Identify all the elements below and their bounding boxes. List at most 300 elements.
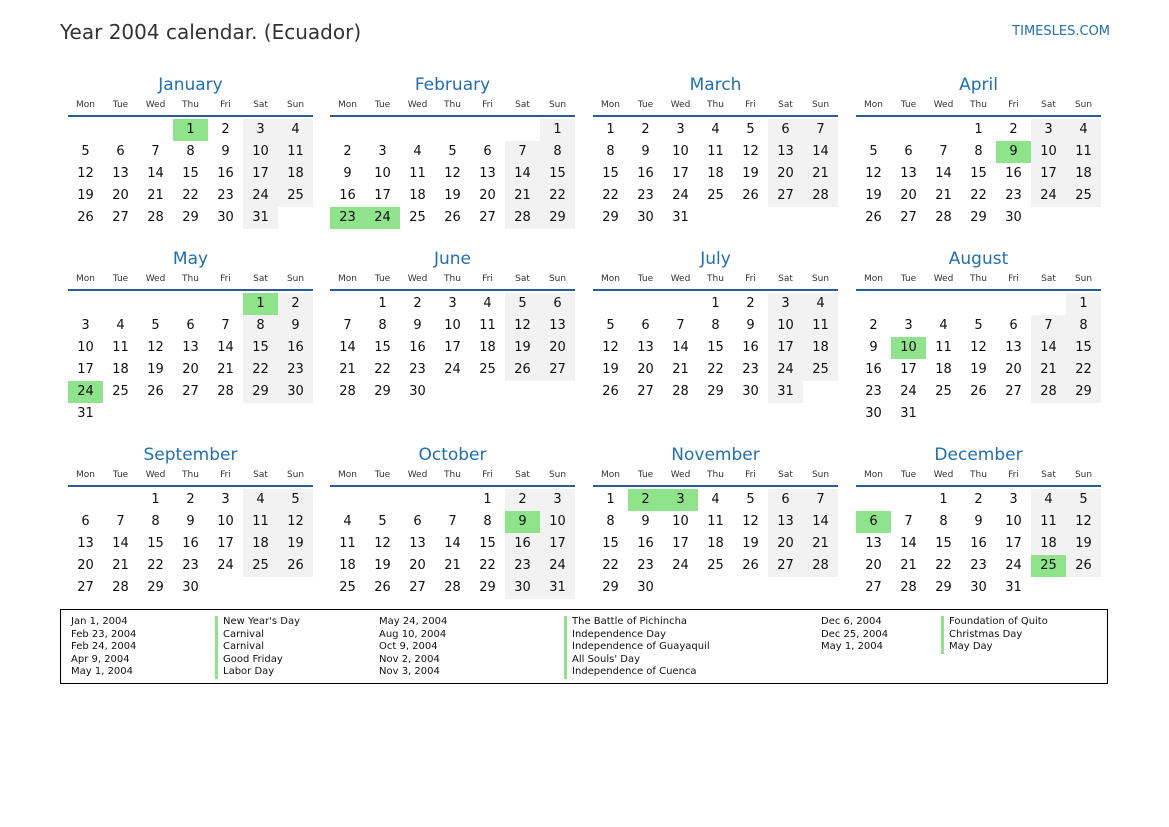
day-cell: 16 xyxy=(637,536,654,551)
weekday-label: Sun xyxy=(286,99,305,110)
weekday-label: Thu xyxy=(444,469,461,480)
day-cell: 16 xyxy=(505,533,540,555)
empty-day-cell xyxy=(330,489,365,511)
day-cell: 21 xyxy=(339,362,356,377)
day-cell: 10 xyxy=(672,514,689,529)
empty-day-cell xyxy=(961,293,996,315)
week-row xyxy=(68,207,313,229)
week-row xyxy=(593,489,838,511)
empty-day-cell xyxy=(278,403,313,425)
day-cell: 19 xyxy=(505,337,540,359)
week-row xyxy=(593,337,838,359)
empty-day-cell xyxy=(803,577,838,599)
week-row xyxy=(593,315,838,337)
day-cell: 30 xyxy=(409,384,426,399)
day-cell: 4 xyxy=(343,514,352,529)
day-cell: 27 xyxy=(540,359,575,381)
weekday-label: Sun xyxy=(811,469,830,480)
empty-day-cell xyxy=(103,293,138,315)
day-cell: 30 xyxy=(217,210,234,225)
weekday-label: Wed xyxy=(933,469,954,480)
empty-day-cell xyxy=(540,381,575,403)
day-cell: 8 xyxy=(540,141,575,163)
week-row xyxy=(68,163,313,185)
day-cell: 17 xyxy=(374,188,391,203)
weekday-label: Mon xyxy=(864,273,883,284)
day-cell: 8 xyxy=(483,514,492,529)
week-row xyxy=(856,163,1101,185)
weekday-header xyxy=(856,466,1101,487)
day-cell: 26 xyxy=(970,384,987,399)
day-cell: 26 xyxy=(77,210,94,225)
day-cell: 17 xyxy=(900,362,917,377)
day-cell: 11 xyxy=(1031,511,1066,533)
day-cell: 22 xyxy=(182,188,199,203)
day-cell: 7 xyxy=(116,514,125,529)
weekday-label: Sun xyxy=(1074,273,1093,284)
month-december xyxy=(856,444,1101,599)
day-cell: 4 xyxy=(1066,119,1101,141)
day-cell: 20 xyxy=(768,163,803,185)
day-cell: 30 xyxy=(970,580,987,595)
weekday-header xyxy=(68,466,313,487)
week-row xyxy=(330,293,575,315)
day-cell: 27 xyxy=(479,210,496,225)
day-cell: 13 xyxy=(112,166,129,181)
day-cell: 2 xyxy=(746,296,755,311)
day-cell: 5 xyxy=(746,492,755,507)
day-cell: 6 xyxy=(186,318,195,333)
day-cell: 24 xyxy=(217,558,234,573)
weekday-label: Sat xyxy=(778,469,793,480)
legend-names xyxy=(215,616,300,679)
day-cell: 8 xyxy=(974,144,983,159)
weekday-header xyxy=(856,96,1101,117)
weekday-label: Sat xyxy=(1041,273,1056,284)
empty-day-cell xyxy=(663,577,698,599)
week-row xyxy=(68,119,313,141)
day-cell: 6 xyxy=(483,144,492,159)
empty-day-cell xyxy=(768,577,803,599)
week-row xyxy=(593,577,838,599)
day-cell: 21 xyxy=(935,188,952,203)
weekday-header xyxy=(593,270,838,291)
weekday-label: Tue xyxy=(900,273,917,284)
day-cell: 24 xyxy=(1031,185,1066,207)
week-row xyxy=(330,489,575,511)
day-cell: 21 xyxy=(672,362,689,377)
empty-day-cell xyxy=(470,119,505,141)
holiday-name: Independence of Guayaquil xyxy=(564,641,710,654)
day-cell: 12 xyxy=(742,514,759,529)
day-cell: 22 xyxy=(935,558,952,573)
day-cell: 16 xyxy=(970,536,987,551)
day-cell: 18 xyxy=(707,536,724,551)
day-cell: 15 xyxy=(540,163,575,185)
empty-day-cell xyxy=(1031,577,1066,599)
empty-day-cell xyxy=(1031,403,1066,425)
week-row xyxy=(856,141,1101,163)
day-cell: 2 xyxy=(343,144,352,159)
day-cell: 4 xyxy=(711,492,720,507)
day-cell: 15 xyxy=(374,340,391,355)
day-cell: 1 xyxy=(974,122,983,137)
day-cell: 18 xyxy=(112,362,129,377)
day-cell: 22 xyxy=(243,359,278,381)
day-cell: 20 xyxy=(540,337,575,359)
weekday-label: Wed xyxy=(407,99,428,110)
empty-day-cell xyxy=(330,119,365,141)
empty-day-cell xyxy=(1066,403,1101,425)
day-cell: 17 xyxy=(243,163,278,185)
day-cell: 22 xyxy=(147,558,164,573)
day-cell: 3 xyxy=(663,489,698,511)
day-cell: 25 xyxy=(339,580,356,595)
day-cell: 4 xyxy=(1031,489,1066,511)
weekday-label: Thu xyxy=(182,99,199,110)
day-cell: 14 xyxy=(505,163,540,185)
day-cell: 19 xyxy=(742,166,759,181)
day-cell: 27 xyxy=(768,555,803,577)
weekday-label: Thu xyxy=(970,469,987,480)
day-cell: 11 xyxy=(409,166,426,181)
day-cell: 4 xyxy=(243,489,278,511)
empty-day-cell xyxy=(330,293,365,315)
holiday-name: Independence Day xyxy=(564,629,710,642)
day-cell: 16 xyxy=(865,362,882,377)
day-cell: 3 xyxy=(1009,492,1018,507)
day-cell: 24 xyxy=(768,359,803,381)
day-cell: 11 xyxy=(1066,141,1101,163)
day-cell: 21 xyxy=(112,558,129,573)
day-cell: 9 xyxy=(641,514,650,529)
day-cell: 22 xyxy=(602,558,619,573)
day-cell: 6 xyxy=(81,514,90,529)
week-row xyxy=(593,359,838,381)
week-row xyxy=(330,163,575,185)
weekday-label: Fri xyxy=(482,273,493,284)
day-cell: 10 xyxy=(374,166,391,181)
day-cell: 16 xyxy=(339,188,356,203)
day-cell: 3 xyxy=(1031,119,1066,141)
day-cell: 23 xyxy=(278,359,313,381)
day-cell: 29 xyxy=(602,210,619,225)
day-cell: 29 xyxy=(147,580,164,595)
weekday-label: Sun xyxy=(286,469,305,480)
day-cell: 8 xyxy=(606,514,615,529)
empty-day-cell xyxy=(103,403,138,425)
empty-day-cell xyxy=(138,119,173,141)
day-cell: 13 xyxy=(900,166,917,181)
day-cell: 16 xyxy=(409,340,426,355)
day-cell: 7 xyxy=(803,489,838,511)
weekday-label: Mon xyxy=(76,469,95,480)
day-cell: 29 xyxy=(374,384,391,399)
holiday-name: Independence of Cuenca xyxy=(564,666,710,679)
week-row xyxy=(856,207,1101,229)
day-cell: 18 xyxy=(479,340,496,355)
weekday-label: Sat xyxy=(1041,469,1056,480)
day-cell: 11 xyxy=(112,340,129,355)
day-cell: 23 xyxy=(217,188,234,203)
day-cell: 28 xyxy=(339,384,356,399)
day-cell: 12 xyxy=(865,166,882,181)
day-cell: 2 xyxy=(186,492,195,507)
day-cell: 11 xyxy=(243,511,278,533)
month-name: September xyxy=(143,445,238,465)
weekday-label: Tue xyxy=(637,99,654,110)
legend-dates xyxy=(821,616,888,654)
day-cell: 3 xyxy=(768,293,803,315)
day-cell: 4 xyxy=(278,119,313,141)
empty-day-cell xyxy=(243,577,278,599)
week-row xyxy=(68,359,313,381)
day-cell: 21 xyxy=(147,188,164,203)
day-cell: 6 xyxy=(1009,318,1018,333)
week-row xyxy=(593,207,838,229)
empty-day-cell xyxy=(926,293,961,315)
day-cell: 27 xyxy=(77,580,94,595)
week-row xyxy=(856,293,1101,315)
week-row xyxy=(593,533,838,555)
day-cell: 26 xyxy=(374,580,391,595)
empty-day-cell xyxy=(138,403,173,425)
week-row xyxy=(856,381,1101,403)
empty-day-cell xyxy=(926,119,961,141)
day-cell: 25 xyxy=(112,384,129,399)
week-row xyxy=(856,185,1101,207)
day-cell: 10 xyxy=(77,340,94,355)
empty-day-cell xyxy=(1031,207,1066,229)
day-cell: 22 xyxy=(602,188,619,203)
weekday-label: Mon xyxy=(338,469,357,480)
day-cell: 15 xyxy=(602,536,619,551)
day-cell: 28 xyxy=(217,384,234,399)
month-name: October xyxy=(418,445,487,465)
weekday-label: Mon xyxy=(601,469,620,480)
day-cell: 29 xyxy=(479,580,496,595)
empty-day-cell xyxy=(435,381,470,403)
empty-day-cell xyxy=(103,489,138,511)
month-name: April xyxy=(959,75,998,95)
day-cell: 11 xyxy=(707,514,724,529)
day-cell: 13 xyxy=(768,511,803,533)
day-cell: 21 xyxy=(505,185,540,207)
month-september xyxy=(68,444,313,599)
day-cell: 6 xyxy=(116,144,125,159)
day-cell: 10 xyxy=(672,144,689,159)
weekday-label: Sun xyxy=(811,273,830,284)
day-cell: 14 xyxy=(900,536,917,551)
week-row xyxy=(856,555,1101,577)
month-name: August xyxy=(948,249,1009,269)
weekday-label: Fri xyxy=(220,99,231,110)
month-november xyxy=(593,444,838,599)
day-cell: 3 xyxy=(243,119,278,141)
day-cell: 20 xyxy=(479,188,496,203)
weekday-label: Sat xyxy=(253,273,268,284)
day-cell: 8 xyxy=(1066,315,1101,337)
holiday-name: The Battle of Pichincha xyxy=(564,616,710,629)
empty-day-cell xyxy=(803,381,838,403)
day-cell: 9 xyxy=(278,315,313,337)
day-cell: 1 xyxy=(151,492,160,507)
weekday-label: Mon xyxy=(76,99,95,110)
empty-day-cell xyxy=(208,403,243,425)
day-cell: 5 xyxy=(378,514,387,529)
day-cell: 17 xyxy=(768,337,803,359)
day-cell: 5 xyxy=(151,318,160,333)
day-cell: 8 xyxy=(606,144,615,159)
day-cell: 26 xyxy=(742,188,759,203)
day-cell: 3 xyxy=(221,492,230,507)
day-cell: 11 xyxy=(935,340,952,355)
weekday-label: Sun xyxy=(1074,469,1093,480)
week-row xyxy=(68,293,313,315)
day-cell: 13 xyxy=(540,315,575,337)
day-cell: 22 xyxy=(970,188,987,203)
empty-day-cell xyxy=(856,293,891,315)
day-cell: 23 xyxy=(330,207,365,229)
day-cell: 10 xyxy=(217,514,234,529)
month-name: January xyxy=(158,75,223,95)
weekday-label: Tue xyxy=(112,99,129,110)
day-cell: 20 xyxy=(900,188,917,203)
weekday-label: Fri xyxy=(745,469,756,480)
day-cell: 17 xyxy=(217,536,234,551)
day-cell: 19 xyxy=(742,536,759,551)
day-cell: 4 xyxy=(116,318,125,333)
day-cell: 20 xyxy=(768,533,803,555)
weekday-label: Sun xyxy=(811,99,830,110)
day-cell: 14 xyxy=(112,536,129,551)
day-cell: 25 xyxy=(1031,555,1066,577)
month-may xyxy=(68,248,313,425)
day-cell: 11 xyxy=(479,318,496,333)
day-cell: 12 xyxy=(147,340,164,355)
site-link[interactable]: TIMESLES.COM xyxy=(1012,24,1110,39)
day-cell: 21 xyxy=(1031,359,1066,381)
day-cell: 12 xyxy=(444,166,461,181)
day-cell: 6 xyxy=(768,119,803,141)
week-row xyxy=(68,381,313,403)
day-cell: 13 xyxy=(865,536,882,551)
week-row xyxy=(856,577,1101,599)
day-cell: 12 xyxy=(374,536,391,551)
empty-day-cell xyxy=(68,119,103,141)
weekday-label: Mon xyxy=(338,99,357,110)
weekday-label: Wed xyxy=(670,273,691,284)
day-cell: 26 xyxy=(278,555,313,577)
day-cell: 2 xyxy=(869,318,878,333)
day-cell: 23 xyxy=(742,362,759,377)
day-cell: 3 xyxy=(378,144,387,159)
day-cell: 9 xyxy=(974,514,983,529)
day-cell: 18 xyxy=(803,337,838,359)
day-cell: 28 xyxy=(112,580,129,595)
day-cell: 28 xyxy=(1031,381,1066,403)
day-cell: 25 xyxy=(935,384,952,399)
day-cell: 29 xyxy=(935,580,952,595)
weekday-label: Sat xyxy=(778,273,793,284)
weekday-label: Wed xyxy=(145,469,166,480)
day-cell: 11 xyxy=(278,141,313,163)
week-row xyxy=(593,185,838,207)
day-cell: 10 xyxy=(1031,141,1066,163)
day-cell: 17 xyxy=(540,533,575,555)
day-cell: 18 xyxy=(339,558,356,573)
day-cell: 5 xyxy=(1066,489,1101,511)
day-cell: 7 xyxy=(505,141,540,163)
day-cell: 20 xyxy=(182,362,199,377)
day-cell: 4 xyxy=(711,122,720,137)
weekday-label: Tue xyxy=(112,273,129,284)
week-row xyxy=(856,533,1101,555)
weekday-label: Thu xyxy=(970,273,987,284)
day-cell: 7 xyxy=(803,119,838,141)
empty-day-cell xyxy=(768,207,803,229)
day-cell: 9 xyxy=(343,166,352,181)
empty-day-cell xyxy=(435,119,470,141)
week-row xyxy=(856,337,1101,359)
day-cell: 29 xyxy=(970,210,987,225)
day-cell: 2 xyxy=(1009,122,1018,137)
month-october xyxy=(330,444,575,599)
holiday-date: Oct 9, 2004 xyxy=(379,641,438,652)
day-cell: 31 xyxy=(243,207,278,229)
day-cell: 25 xyxy=(278,185,313,207)
page-title: Year 2004 calendar. (Ecuador) xyxy=(60,20,362,44)
day-cell: 15 xyxy=(182,166,199,181)
weekday-label: Sat xyxy=(515,273,530,284)
weekday-label: Fri xyxy=(745,273,756,284)
day-cell: 17 xyxy=(672,166,689,181)
day-cell: 14 xyxy=(339,340,356,355)
holiday-name: All Souls' Day xyxy=(564,654,710,667)
day-cell: 19 xyxy=(602,362,619,377)
day-cell: 23 xyxy=(409,362,426,377)
day-cell: 1 xyxy=(173,119,208,141)
weekday-label: Thu xyxy=(707,469,724,480)
month-name: July xyxy=(700,249,731,269)
day-cell: 16 xyxy=(182,536,199,551)
month-name: December xyxy=(934,445,1023,465)
day-cell: 2 xyxy=(628,489,663,511)
day-cell: 30 xyxy=(742,384,759,399)
month-name: February xyxy=(414,75,491,95)
empty-day-cell xyxy=(208,577,243,599)
week-row xyxy=(330,337,575,359)
day-cell: 4 xyxy=(803,293,838,315)
day-cell: 9 xyxy=(869,340,878,355)
weekday-label: Sat xyxy=(1041,99,1056,110)
day-cell: 26 xyxy=(147,384,164,399)
weekday-label: Thu xyxy=(444,99,461,110)
day-cell: 15 xyxy=(970,166,987,181)
day-cell: 26 xyxy=(865,210,882,225)
day-cell: 19 xyxy=(970,362,987,377)
day-cell: 12 xyxy=(742,144,759,159)
day-cell: 27 xyxy=(112,210,129,225)
day-cell: 9 xyxy=(221,144,230,159)
day-cell: 12 xyxy=(602,340,619,355)
day-cell: 15 xyxy=(1066,337,1101,359)
day-cell: 24 xyxy=(900,384,917,399)
day-cell: 29 xyxy=(1066,381,1101,403)
day-cell: 28 xyxy=(147,210,164,225)
weekday-header xyxy=(330,270,575,291)
legend-names xyxy=(941,616,1048,654)
